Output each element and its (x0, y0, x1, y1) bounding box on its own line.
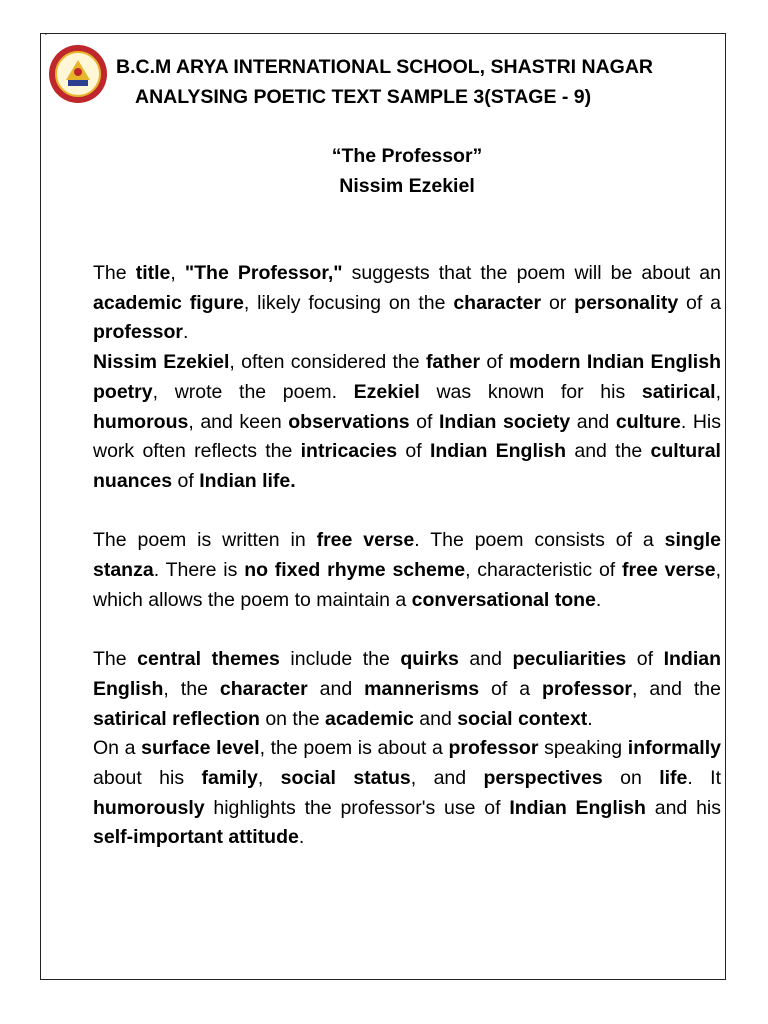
bold-phrase: character (219, 677, 308, 700)
text-run: . (298, 826, 305, 849)
bold-phrase: satirical reflection (93, 707, 260, 730)
text-run: , which allows the poem to maintain a (93, 559, 721, 611)
analysis-body (93, 259, 721, 853)
bold-phrase: Ezekiel (353, 380, 420, 403)
text-run: and (570, 410, 616, 433)
bold-phrase: professor (448, 737, 539, 760)
text-run: of (409, 410, 439, 433)
text-run: , often considered the (229, 351, 426, 374)
text-run: or (541, 291, 575, 314)
text-run: . The poem consists of a (414, 529, 665, 552)
text-run: . There is (153, 559, 245, 582)
text-run: . It (687, 766, 722, 789)
text-run: , (715, 380, 721, 403)
poem-heading (0, 141, 768, 201)
bold-phrase: family (201, 766, 258, 789)
bold-phrase: professor (542, 677, 632, 700)
bold-phrase: humorously (93, 796, 205, 819)
poem-title: “The Professor” (331, 145, 483, 167)
bold-phrase: perspectives (483, 766, 603, 789)
text-run: On a (93, 737, 142, 760)
paragraph-themes (93, 645, 721, 734)
text-run: on the (259, 707, 325, 730)
text-run: of (480, 351, 510, 374)
bold-phrase: title (135, 262, 171, 284)
text-run: , (170, 262, 185, 284)
text-run: and the (566, 440, 651, 463)
text-run: on (602, 766, 660, 789)
text-run: and his (645, 796, 721, 819)
text-run: of (172, 469, 200, 492)
text-run: , and the (632, 677, 721, 700)
text-run: , the (163, 677, 220, 700)
bold-phrase: Indian society (439, 410, 571, 433)
bold-phrase: central themes (137, 648, 280, 671)
bold-phrase: Nissim Ezekiel (93, 351, 230, 374)
bold-phrase: conversational tone (411, 588, 596, 611)
text-run: and (413, 707, 458, 730)
bold-phrase: informally (627, 737, 721, 760)
text-run: . (182, 321, 189, 344)
text-run: , and (410, 766, 484, 789)
text-run: . His work often reflects the (93, 410, 721, 463)
bold-phrase: modern Indian English poetry (93, 351, 721, 403)
text-run: . (587, 707, 593, 730)
bold-phrase: culture (615, 410, 681, 433)
text-run: , wrote the poem. (152, 380, 354, 403)
text-run: The poem is written in (93, 529, 317, 552)
text-run: about his (93, 766, 202, 789)
text-run: was known for his (419, 380, 642, 403)
text-run: , (257, 766, 281, 789)
bold-phrase: character (453, 291, 542, 314)
bold-phrase: Indian English (429, 440, 567, 463)
bold-phrase: quirks (400, 648, 459, 671)
text-run: suggests that the poem will be about an (342, 262, 721, 284)
text-run: highlights the professor's use of (204, 796, 510, 819)
text-run: of a (479, 677, 543, 700)
bold-phrase: cultural nuances (93, 440, 721, 492)
bold-phrase: observations (288, 410, 410, 433)
bold-phrase: free verse (622, 559, 716, 582)
text-run: , and keen (188, 410, 289, 433)
text-run: and (307, 677, 365, 700)
text-run: speaking (538, 737, 628, 760)
bold-phrase: self-important attitude (93, 826, 299, 849)
paragraph-poet (93, 348, 721, 497)
bold-phrase: no fixed rhyme scheme (244, 559, 466, 582)
text-run: . (595, 588, 602, 611)
paragraph-form (93, 526, 721, 615)
bold-phrase: father (425, 351, 481, 374)
text-run: The (93, 262, 136, 284)
bold-phrase: intricacies (300, 440, 398, 463)
text-run: of (626, 648, 664, 671)
text-run: , the poem is about a (259, 737, 449, 760)
paragraph-surface (93, 734, 721, 853)
text-run: , likely focusing on the (243, 291, 454, 314)
bold-phrase: surface level (141, 737, 260, 760)
bold-phrase: mannerisms (364, 677, 480, 700)
bold-phrase: free verse (316, 529, 415, 552)
bold-phrase: life (659, 766, 688, 789)
paragraph-title (93, 259, 721, 348)
bold-phrase: peculiarities (512, 648, 627, 671)
bold-phrase: humorous (93, 410, 189, 433)
bold-phrase: satirical (641, 380, 716, 403)
bold-phrase: professor (93, 321, 183, 344)
stray-mark: ` (44, 33, 48, 44)
bold-phrase: Indian life. (199, 469, 296, 492)
bold-phrase: academic figure (93, 291, 244, 314)
school-name: B.C.M ARYA INTERNATIONAL SCHOOL, SHASTRI NAGAR (116, 56, 653, 78)
text-run: of a (678, 291, 721, 314)
text-run: include the (279, 648, 401, 671)
bold-phrase: Indian English (509, 796, 646, 819)
worksheet-title: ANALYSING POETIC TEXT SAMPLE 3(STAGE - 9) (135, 86, 592, 108)
poem-author: Nissim Ezekiel (339, 175, 475, 197)
bold-phrase: social context (457, 707, 588, 730)
bold-phrase: "The Professor," (184, 262, 343, 284)
school-crest-icon (48, 44, 108, 104)
text-run: and (458, 648, 513, 671)
bold-phrase: single stanza (93, 529, 721, 582)
bold-phrase: academic (324, 707, 414, 730)
text-run: of (397, 440, 430, 463)
bold-phrase: personality (574, 291, 679, 314)
text-run: , characteristic of (465, 559, 623, 582)
bold-phrase: Indian English (93, 648, 721, 700)
bold-phrase: social status (280, 766, 411, 789)
text-run: The (93, 648, 138, 671)
